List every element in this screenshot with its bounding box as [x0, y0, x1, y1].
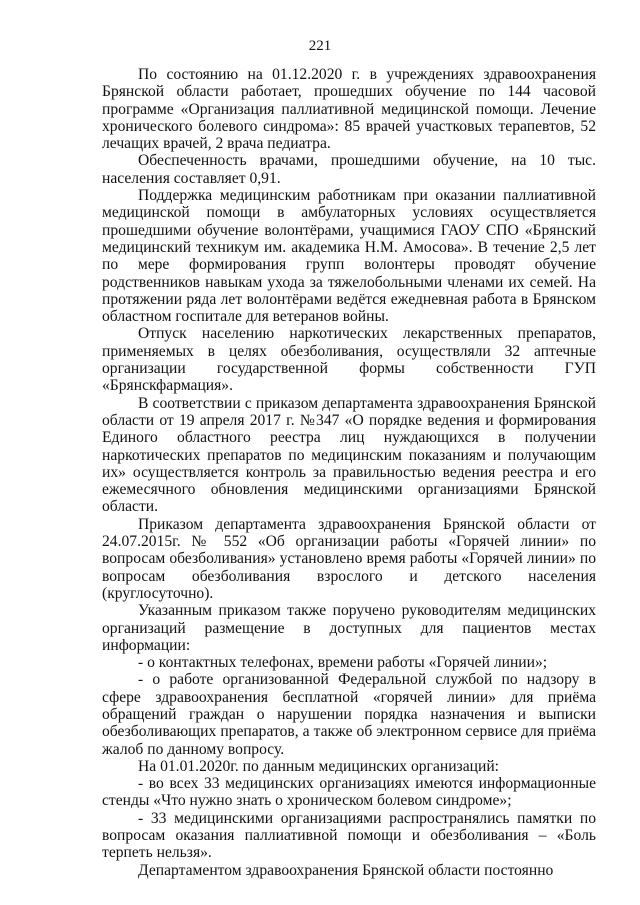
list-item: - о работе организованной Федеральной службой по надзору в сфере здравоохранения бесплатной «горячей линии» для приёма обращений граждан о нарушении порядка назначения и выписки обезболивающих препаратов, а также об электронном сервисе для приёма жалоб по данному вопросу. [102, 671, 596, 758]
list-item: - о контактных телефонах, времени работы «Горячей линии»; [138, 654, 548, 672]
paragraph: Отпуск населению наркотических лекарственных препаратов, применяемых в целях обезболивания, осуществляли 32 аптечные организации государственной формы собственности ГУП «Брянскфармация». [102, 325, 596, 395]
paragraph: Обеспеченность врачами, прошедшими обучение, на 10 тыс. населения составляет 0,91. [102, 152, 596, 187]
list-item: - во всех 33 медицинских организациях имеются информационные стенды «Что нужно знать о хроническом болевом синдроме»; [102, 775, 596, 810]
paragraph: По состоянию на 01.12.2020 г. в учреждениях здравоохранения Брянской области работает, прошедших обучение по 144 часовой программе «Организация паллиативной медицинской помощи. Лечение хронического болевого синдрома»: 85 врачей участковых терапевтов, 52 лечащих врачей, 2 врача педиатра. [102, 66, 596, 153]
body-text [102, 66, 596, 879]
paragraph: На 01.01.2020г. по данным медицинских организаций: [138, 757, 500, 775]
paragraph: Департаментом здравоохранения Брянской области постоянно [138, 861, 554, 879]
paragraph: Указанным приказом также поручено руководителям медицинских организаций размещение в доступных для пациентов местах информации: [102, 602, 596, 654]
paragraph: В соответствии с приказом департамента здравоохранения Брянской области от 19 апреля 2017 г. №347 «О порядке ведения и формирования Единого областного реестра лиц нуждающихся в получении наркотических препаратов по медицинским показаниям и получающим их» осуществляется контроль за правильностью ведения реестра и его ежемесячного обновления медицинскими организациями Брянской области. [102, 394, 596, 516]
paragraph: Поддержка медицинским работникам при оказании паллиативной медицинской помощи в амбулаторных условиях осуществляется прошедшими обучение волонтёрами, учащимися ГАОУ СПО «Брянский медицинский техникум им. академика Н.М. Амосова». В течение 2,5 лет по мере формирования групп волонтеры проводят обучение родственников навыкам ухода за тяжелобольными членами их семей. На протяжении ряда лет волонтёрами ведётся ежедневная работа в Брянском областном госпитале для ветеранов войны. [102, 187, 596, 326]
list-item: - 33 медицинскими организациями распространялись памятки по вопросам оказания паллиативной помощи и обезболивания – «Боль терпеть нельзя». [102, 809, 596, 862]
paragraph: Приказом департамента здравоохранения Брянской области от 24.07.2015г. № 552 «Об организации работы «Горячей линии» по вопросам обезболивания» установлено время работы «Горячей линии» по вопросам обезболивания взрослого и детского населения (круглосуточно). [102, 515, 596, 602]
page-number: 221 [308, 38, 332, 54]
